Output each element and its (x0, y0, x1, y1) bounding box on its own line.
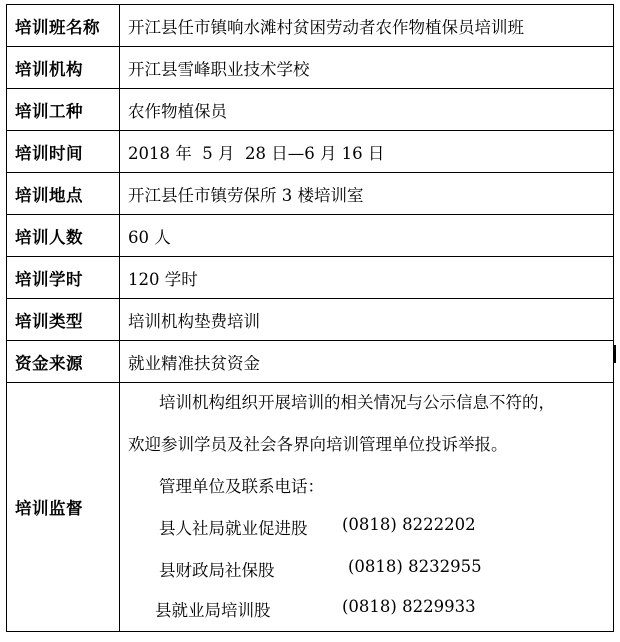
row-value: 开江县任市镇响水滩村贫困劳动者农作物植保员培训班 (120, 5, 614, 47)
contact-unit: 县就业局培训股 (155, 601, 271, 620)
row-value: 开江县雪峰职业技术学校 (120, 47, 614, 89)
contact-phone: (0818) 8222202 (342, 515, 476, 534)
row-label: 培训学时 (7, 257, 120, 299)
supervision-notice (120, 383, 613, 631)
row-label: 培训类型 (7, 299, 120, 341)
row-value: 就业精准扶贫资金 (120, 341, 614, 383)
row-value: 120 学时 (120, 257, 614, 299)
row-value: 2018 年 5 月 28 日—6 月 16 日 (120, 131, 614, 173)
contact-phone: (0818) 8229933 (342, 597, 476, 616)
row-label: 资金来源 (7, 341, 120, 383)
table-row (7, 131, 614, 173)
row-value: 农作物植保员 (120, 89, 614, 131)
contact-phone: (0818) 8232955 (348, 557, 482, 576)
table-row (7, 173, 614, 215)
contact-title: 管理单位及联系电话： (159, 477, 324, 496)
row-value: 60 人 (120, 215, 614, 257)
row-value: 培训机构垫费培训 (120, 299, 614, 341)
row-label: 培训班名称 (7, 5, 120, 47)
contact-unit: 县财政局社保股 (159, 561, 275, 580)
notice-line-1: 培训机构组织开展培训的相关情况与公示信息不符的， (159, 393, 555, 412)
row-label: 培训地点 (7, 173, 120, 215)
training-info-table (6, 4, 614, 632)
edge-tick-mark (614, 345, 616, 363)
notice-line-2: 欢迎参训学员及社会各界向培训管理单位投诉举报。 (128, 435, 508, 454)
table-row (7, 89, 614, 131)
contact-unit: 县人社局就业促进股 (159, 519, 308, 538)
row-value: 开江县任市镇劳保所 3 楼培训室 (120, 173, 614, 215)
table-row (7, 47, 614, 89)
table-row (7, 299, 614, 341)
row-label: 培训工种 (7, 89, 120, 131)
table-row (7, 5, 614, 47)
row-label: 培训人数 (7, 215, 120, 257)
table-row (7, 215, 614, 257)
row-label: 培训机构 (7, 47, 120, 89)
supervision-content (120, 383, 614, 632)
supervision-label: 培训监督 (7, 383, 120, 632)
table-row (7, 257, 614, 299)
table-row (7, 341, 614, 383)
supervision-row (7, 383, 614, 632)
row-label: 培训时间 (7, 131, 120, 173)
